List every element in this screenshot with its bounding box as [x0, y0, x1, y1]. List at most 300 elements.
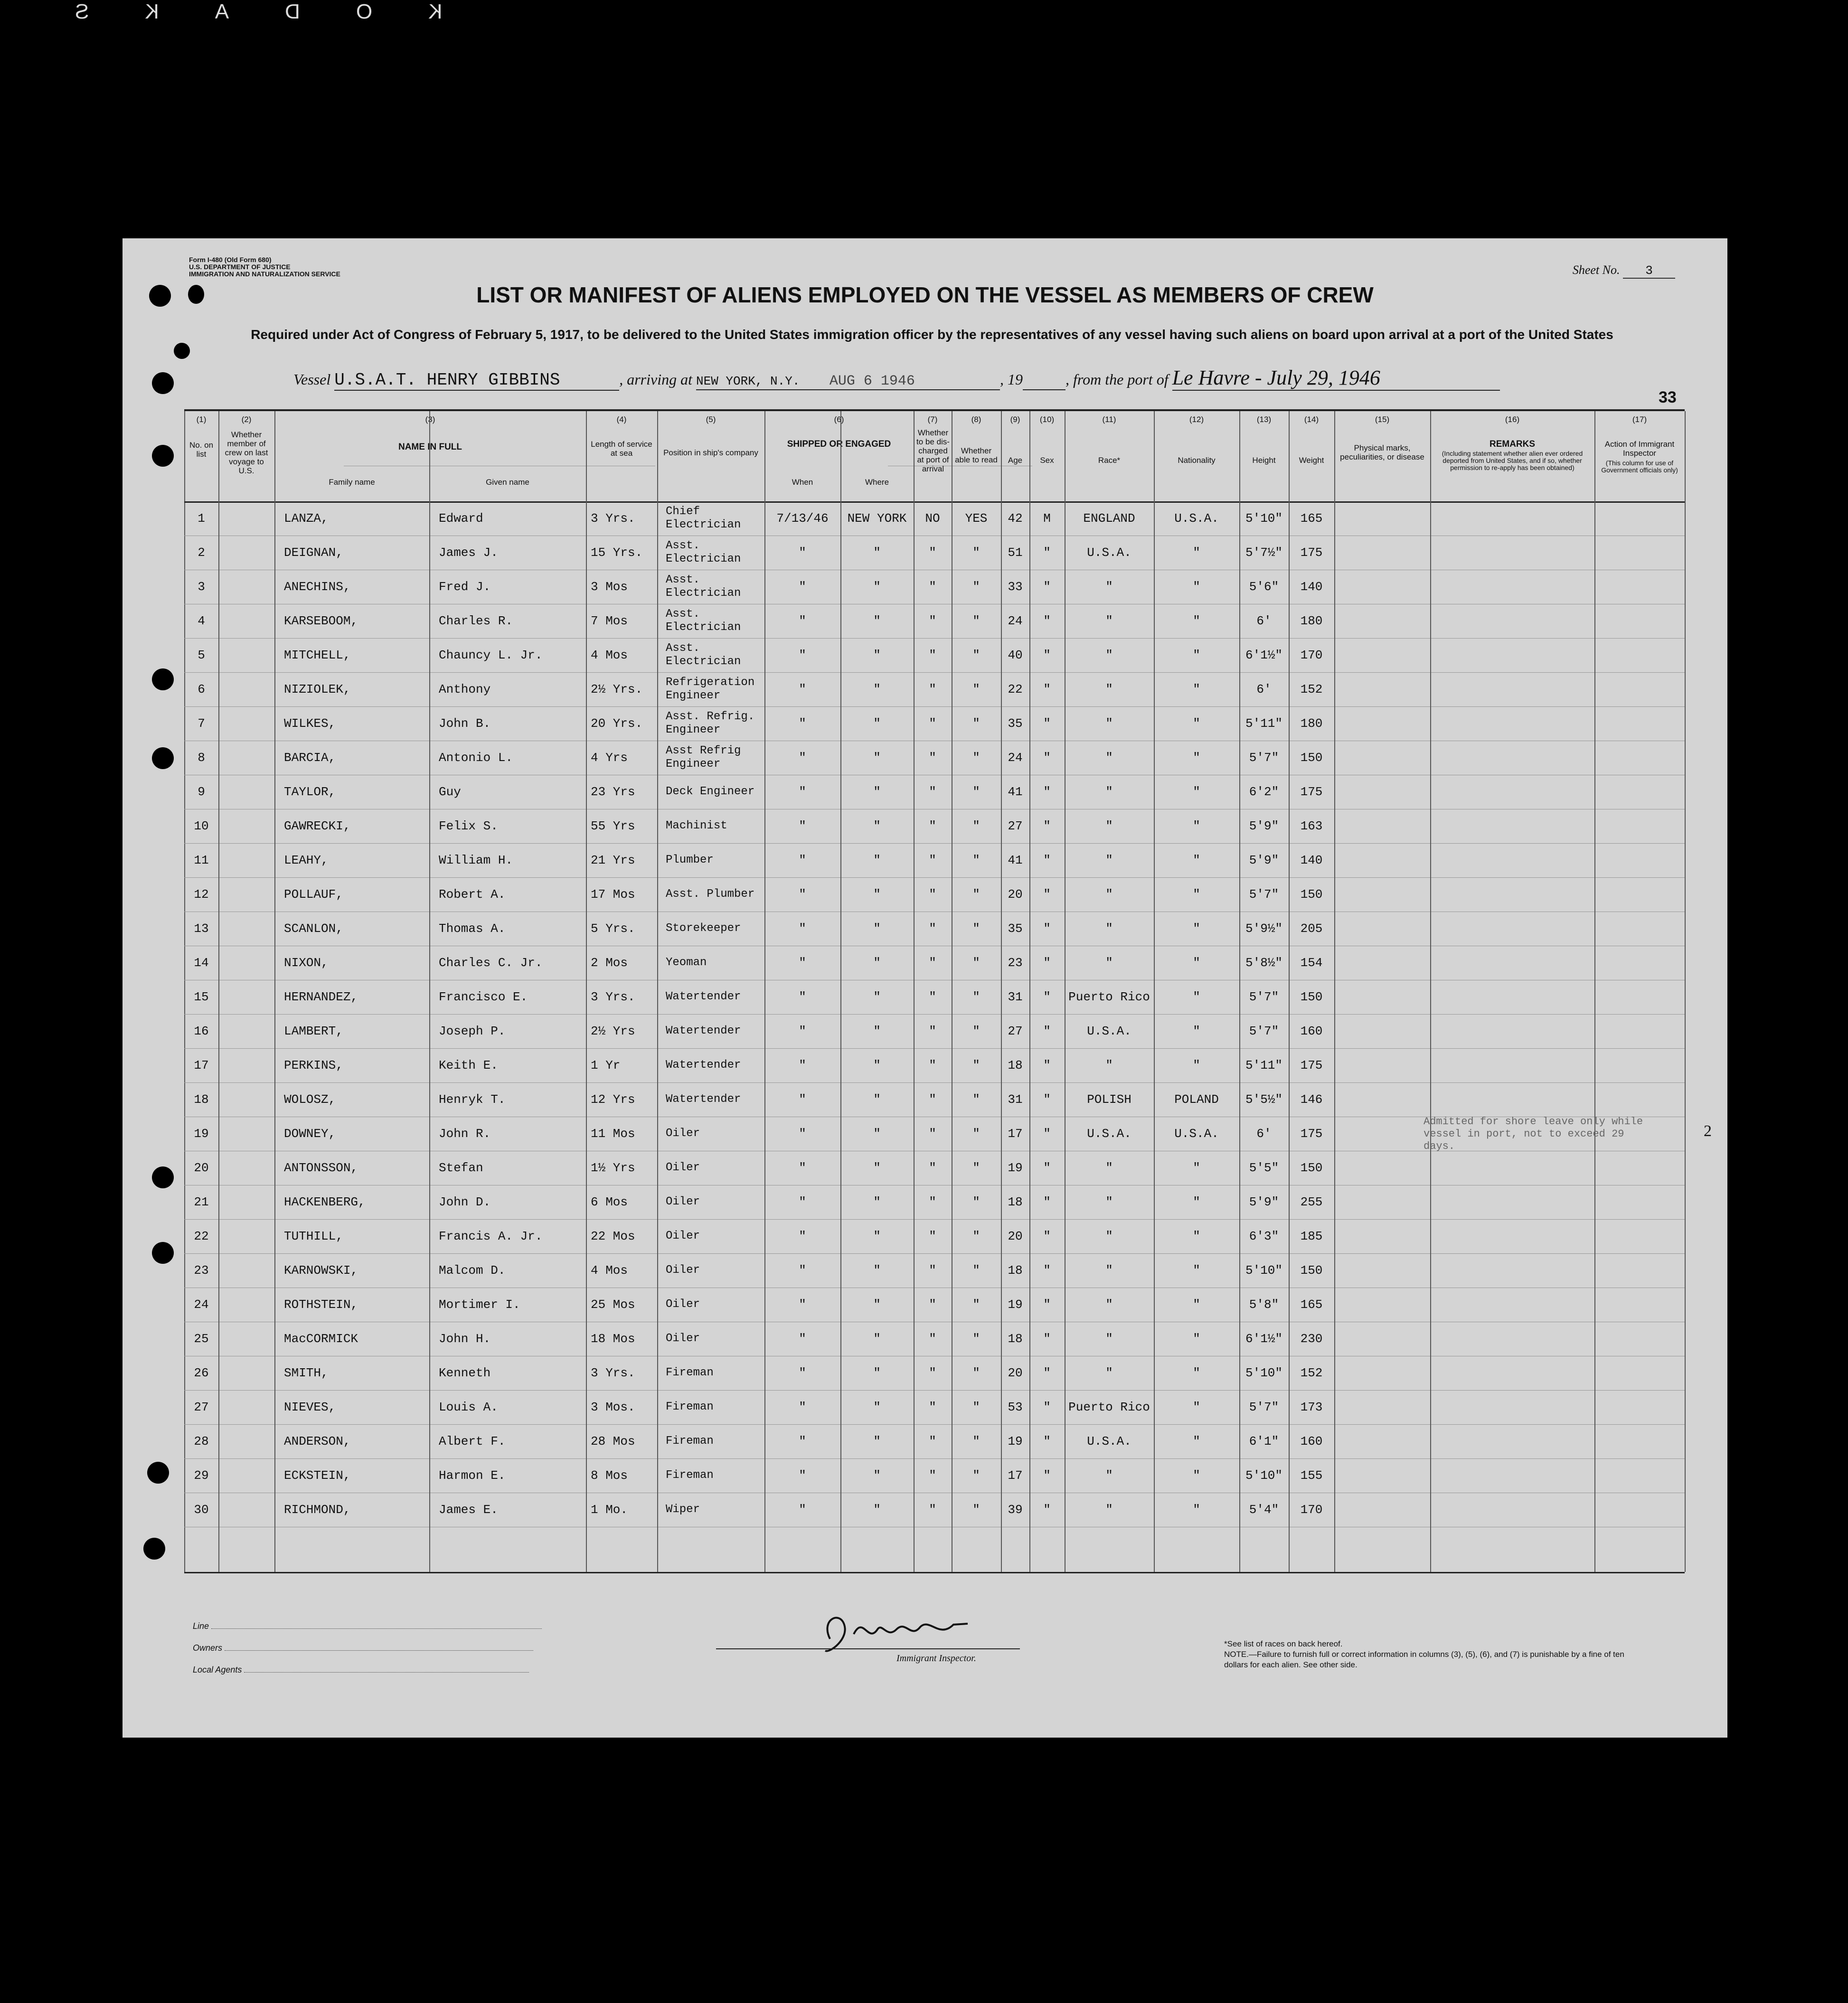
cell-no: 30 [194, 1503, 209, 1517]
cell-age: 19 [1008, 1298, 1023, 1312]
cell-height: 5'11" [1245, 1058, 1282, 1072]
col-discharged-header: Whether to be dis-charged at port of arrival [916, 428, 950, 473]
cell-height: 5'8½" [1245, 956, 1282, 970]
cell-disch: " [929, 751, 936, 765]
cell-nat: " [1193, 1024, 1200, 1038]
cell-height: 5'6" [1249, 580, 1279, 594]
cell-when: " [799, 1468, 806, 1483]
cell-position: Asst Refrig Engineer [666, 744, 741, 771]
cell-position: Watertender [666, 1059, 741, 1072]
cell-height: 5'8" [1249, 1298, 1279, 1312]
cell-race: ENGLAND [1083, 511, 1135, 526]
inspector-label: Immigrant Inspector. [896, 1653, 976, 1664]
cell-read: " [972, 1127, 980, 1141]
margin-mark: 2 [1704, 1122, 1712, 1140]
cell-age: 31 [1008, 1092, 1023, 1107]
cell-weight: 150 [1300, 1161, 1323, 1175]
col-remarks-subheader: (Including statement whether alien ever ordered deported from United States, and if so, whether permission to re-apply has been obtained) [1442, 450, 1583, 471]
column-divider [1154, 411, 1155, 1572]
cell-position: Oiler [666, 1298, 700, 1311]
cell-age: 27 [1008, 819, 1023, 833]
film-letter: A [159, 0, 229, 23]
cell-disch: " [929, 1161, 936, 1175]
cell-position: Watertender [666, 1025, 741, 1037]
cell-no: 4 [198, 614, 205, 628]
punch-hole [174, 343, 190, 359]
cell-weight: 180 [1300, 614, 1323, 628]
cell-disch: " [929, 648, 936, 662]
cell-read: " [972, 614, 980, 628]
cell-sex: " [1043, 1195, 1051, 1209]
cell-disch: " [929, 785, 936, 799]
cell-age: 24 [1008, 614, 1023, 628]
cell-no: 26 [194, 1366, 209, 1380]
cell-weight: 152 [1300, 1366, 1323, 1380]
cell-weight: 175 [1300, 545, 1323, 560]
col-num-5: (5) [706, 415, 716, 424]
cell-family: WILKES, [284, 716, 336, 731]
cell-position: Fireman [666, 1435, 714, 1448]
races-note: *See list of races on back hereof. [1224, 1639, 1343, 1648]
cell-no: 13 [194, 922, 209, 936]
table-row [184, 1322, 1685, 1356]
cell-disch: " [929, 1195, 936, 1209]
cell-height: 5'9½" [1245, 922, 1282, 936]
cell-service: 55 Yrs [591, 819, 635, 833]
film-edge-marking [19, 0, 442, 24]
cell-family: LANZA, [284, 511, 329, 526]
cell-nat: " [1193, 1503, 1200, 1517]
table-row [184, 741, 1685, 775]
column-divider [914, 411, 915, 1572]
cell-given: Mortimer I. [439, 1298, 520, 1312]
cell-family: NIEVES, [284, 1400, 336, 1414]
cell-no: 8 [198, 751, 205, 765]
film-letter: S [19, 0, 89, 23]
cell-family: NIXON, [284, 956, 329, 970]
cell-position: Fireman [666, 1366, 714, 1379]
cell-nat: " [1193, 751, 1200, 765]
cell-position: Oiler [666, 1127, 700, 1140]
cell-given: Thomas A. [439, 922, 506, 936]
cell-service: 15 Yrs. [591, 545, 643, 560]
table-row [184, 1424, 1685, 1458]
cell-where: " [873, 887, 881, 902]
cell-where: " [873, 580, 881, 594]
cell-sex: " [1043, 1058, 1051, 1072]
cell-family: SCANLON, [284, 922, 343, 936]
cell-race: U.S.A. [1087, 1434, 1131, 1448]
sheet-number [1573, 263, 1675, 279]
table-row [184, 706, 1685, 741]
cell-position: Machinist [666, 819, 727, 832]
cell-race: " [1105, 887, 1113, 902]
cell-read: " [972, 1298, 980, 1312]
cell-when: " [799, 1092, 806, 1107]
cell-age: 17 [1008, 1468, 1023, 1483]
cell-no: 20 [194, 1161, 209, 1175]
cell-age: 18 [1008, 1332, 1023, 1346]
cell-height: 5'5" [1249, 1161, 1279, 1175]
crew-table [184, 409, 1685, 1573]
cell-weight: 180 [1300, 716, 1323, 731]
sheet-label: Sheet No. [1572, 263, 1620, 277]
cell-where: " [873, 819, 881, 833]
col-shipped-header: SHIPPED OR ENGAGED [787, 439, 891, 449]
cell-weight: 160 [1300, 1434, 1323, 1448]
cell-read: " [972, 785, 980, 799]
line-label: Line [193, 1621, 209, 1631]
table-row [184, 1082, 1685, 1117]
cell-height: 5'10" [1245, 1366, 1282, 1380]
cell-when: " [799, 1503, 806, 1517]
cell-height: 5'7" [1249, 751, 1279, 765]
cell-sex: " [1043, 1229, 1051, 1243]
cell-disch: " [929, 1434, 936, 1448]
cell-age: 51 [1008, 545, 1023, 560]
cell-when: " [799, 922, 806, 936]
cell-nat: " [1193, 956, 1200, 970]
cell-disch: " [929, 716, 936, 731]
column-divider [657, 411, 658, 1572]
cell-disch: " [929, 1229, 936, 1243]
cell-family: KARSEBOOM, [284, 614, 358, 628]
vessel-line [293, 366, 1500, 391]
col-num-9: (9) [1010, 415, 1020, 424]
cell-service: 21 Yrs [591, 853, 635, 867]
cell-no: 3 [198, 580, 205, 594]
cell-weight: 150 [1300, 751, 1323, 765]
col-service-header: Length of service at sea [591, 440, 652, 458]
table-row [184, 672, 1685, 706]
cell-race: " [1105, 1229, 1113, 1243]
cell-weight: 150 [1300, 887, 1323, 902]
cell-age: 20 [1008, 1229, 1023, 1243]
cell-race: " [1105, 819, 1113, 833]
cell-weight: 165 [1300, 1298, 1323, 1312]
table-row [184, 1493, 1685, 1527]
cell-nat: " [1193, 785, 1200, 799]
cell-read: " [972, 682, 980, 696]
punch-hole [152, 445, 174, 467]
cell-age: 23 [1008, 956, 1023, 970]
cell-no: 6 [198, 682, 205, 696]
cell-read: " [972, 956, 980, 970]
cell-read: " [972, 545, 980, 560]
cell-nat: " [1193, 1263, 1200, 1278]
cell-sex: " [1043, 1366, 1051, 1380]
cell-family: KARNOWSKI, [284, 1263, 358, 1278]
cell-service: 20 Yrs. [591, 716, 643, 731]
signature-line [716, 1648, 1020, 1649]
cell-sex: " [1043, 1332, 1051, 1346]
cell-disch: " [929, 1366, 936, 1380]
col-where-header: Where [865, 478, 889, 487]
cell-family: LAMBERT, [284, 1024, 343, 1038]
cell-position: Oiler [666, 1161, 700, 1174]
cell-when: " [799, 990, 806, 1004]
table-row [184, 604, 1685, 638]
cell-height: 5'10" [1245, 511, 1282, 526]
cell-disch: " [929, 1092, 936, 1107]
col-action-header: Action of Immigrant Inspector [1604, 440, 1675, 458]
col-num-16: (16) [1505, 415, 1520, 424]
cell-disch: " [929, 853, 936, 867]
punch-hole [152, 668, 174, 690]
punch-hole [143, 1538, 165, 1560]
cell-weight: 140 [1300, 853, 1323, 867]
cell-sex: " [1043, 1434, 1051, 1448]
page-number: 33 [1659, 388, 1677, 406]
cell-sex: " [1043, 1400, 1051, 1414]
cell-nat: " [1193, 682, 1200, 696]
arrival-date-stamp: AUG 6 1946 [829, 373, 915, 389]
col-num-11: (11) [1102, 415, 1116, 424]
col-family-header: Family name [329, 478, 375, 487]
cell-sex: " [1043, 1468, 1051, 1483]
cell-nat: " [1193, 1195, 1200, 1209]
cell-where: " [873, 1161, 881, 1175]
punch-hole [152, 1166, 174, 1188]
cell-given: John R. [439, 1127, 491, 1141]
cell-height: 6'1" [1249, 1434, 1279, 1448]
cell-family: DEIGNAN, [284, 545, 343, 560]
cell-race: Puerto Rico [1068, 1400, 1150, 1414]
cell-height: 5'11" [1245, 716, 1282, 731]
table-row [184, 536, 1685, 570]
cell-given: Francisco E. [439, 990, 528, 1004]
table-row [184, 638, 1685, 672]
cell-where: " [873, 990, 881, 1004]
cell-no: 25 [194, 1332, 209, 1346]
col-num-10: (10) [1039, 415, 1055, 424]
cell-nat: " [1193, 1161, 1200, 1175]
cell-nat: " [1193, 1298, 1200, 1312]
col-when-header: When [792, 478, 813, 487]
cell-disch: " [929, 819, 936, 833]
cell-disch: " [929, 922, 936, 936]
col-num-14: (14) [1304, 415, 1319, 424]
col-num-2: (2) [241, 415, 252, 424]
cell-family: HERNANDEZ, [284, 990, 358, 1004]
cell-family: LEAHY, [284, 853, 329, 867]
cell-given: James J. [439, 545, 498, 560]
cell-nat: " [1193, 1058, 1200, 1072]
col-num-12: (12) [1189, 415, 1204, 424]
cell-no: 28 [194, 1434, 209, 1448]
col-nationality-header: Nationality [1178, 456, 1216, 465]
cell-given: Charles R. [439, 614, 513, 628]
cell-position: Refrigeration Engineer [666, 676, 755, 702]
cell-given: Albert F. [439, 1434, 506, 1448]
cell-disch: " [929, 580, 936, 594]
cell-service: 22 Mos [591, 1229, 635, 1243]
cell-height: 5'7" [1249, 1024, 1279, 1038]
cell-service: 3 Mos. [591, 1400, 635, 1414]
col-given-header: Given name [486, 478, 529, 487]
film-letter: O [300, 0, 373, 23]
cell-service: 4 Mos [591, 648, 628, 662]
col-num-8: (8) [971, 415, 981, 424]
department-name: U.S. DEPARTMENT OF JUSTICE [189, 263, 291, 271]
cell-height: 5'7" [1249, 887, 1279, 902]
cell-height: 6'2" [1249, 785, 1279, 799]
inspector-signature [811, 1606, 982, 1658]
column-divider [1001, 411, 1002, 1572]
col-weight-header: Weight [1299, 456, 1324, 465]
cell-position: Plumber [666, 854, 714, 866]
cell-read: " [972, 1195, 980, 1209]
cell-where: " [873, 1127, 881, 1141]
cell-weight: 160 [1300, 1024, 1323, 1038]
cell-family: GAWRECKI, [284, 819, 351, 833]
cell-nat: " [1193, 648, 1200, 662]
col-num-1: (1) [196, 415, 207, 424]
cell-no: 12 [194, 887, 209, 902]
cell-sex: " [1043, 751, 1051, 765]
cell-read: " [972, 1263, 980, 1278]
cell-race: POLISH [1087, 1092, 1131, 1107]
requirement-text: Required under Act of Congress of February 5, 1917, to be delivered to the United States immigration officer by the representatives of any vessel having such aliens on board upon arrival at a port of the United States [251, 327, 1613, 342]
cell-age: 42 [1008, 511, 1023, 526]
cell-age: 18 [1008, 1263, 1023, 1278]
cell-nat: POLAND [1174, 1092, 1219, 1107]
cell-position: Chief Electrician [666, 505, 741, 531]
cell-service: 11 Mos [591, 1127, 635, 1141]
local-agents-label: Local Agents [193, 1665, 242, 1674]
cell-family: WOLOSZ, [284, 1092, 336, 1107]
cell-where: " [873, 1229, 881, 1243]
col-num-3: (3) [425, 415, 435, 424]
cell-position: Yeoman [666, 956, 707, 969]
cell-weight: 175 [1300, 1127, 1323, 1141]
table-row [184, 1219, 1685, 1253]
cell-position: Deck Engineer [666, 785, 755, 798]
column-divider [218, 411, 219, 1572]
cell-when: " [799, 1298, 806, 1312]
cell-weight: 146 [1300, 1092, 1323, 1107]
cell-nat: " [1193, 580, 1200, 594]
cell-position: Watertender [666, 990, 741, 1003]
col-crew-header: Whether member of crew on last voyage to U.S. [225, 430, 268, 475]
cell-height: 5'10" [1245, 1468, 1282, 1483]
cell-where: " [873, 545, 881, 560]
cell-given: John H. [439, 1332, 491, 1346]
cell-service: 2 Mos [591, 956, 628, 970]
cell-service: 18 Mos [591, 1332, 635, 1346]
cell-read: " [972, 1332, 980, 1346]
cell-weight: 165 [1300, 511, 1323, 526]
cell-sex: " [1043, 990, 1051, 1004]
table-row [184, 980, 1685, 1014]
cell-disch: " [929, 887, 936, 902]
cell-position: Oiler [666, 1332, 700, 1345]
cell-read: " [972, 648, 980, 662]
cell-given: Guy [439, 785, 461, 799]
cell-no: 1 [198, 511, 205, 526]
cell-sex: " [1043, 956, 1051, 970]
cell-given: Felix S. [439, 819, 498, 833]
column-divider [1334, 411, 1335, 1572]
footer-notes [1224, 1639, 1642, 1670]
cell-service: 1½ Yrs [591, 1161, 635, 1175]
cell-no: 23 [194, 1263, 209, 1278]
year-label: , 19 [999, 371, 1023, 388]
column-divider [764, 411, 765, 1572]
cell-height: 5'5½" [1245, 1092, 1282, 1107]
table-row [184, 1014, 1685, 1048]
cell-sex: " [1043, 853, 1051, 867]
cell-given: John B. [439, 716, 491, 731]
cell-disch: " [929, 1332, 936, 1346]
cell-where: " [873, 1263, 881, 1278]
cell-height: 6'1½" [1245, 648, 1282, 662]
cell-read: " [972, 1058, 980, 1072]
cell-race: " [1105, 785, 1113, 799]
cell-where: " [873, 682, 881, 696]
cell-race: U.S.A. [1087, 1127, 1131, 1141]
film-letter: D [229, 0, 300, 23]
cell-race: " [1105, 1503, 1113, 1517]
cell-read: " [972, 1468, 980, 1483]
cell-age: 19 [1008, 1434, 1023, 1448]
col-race-header: Race* [1098, 456, 1121, 465]
col-action-subheader: (This column for use of Government officials only) [1601, 459, 1678, 474]
cell-disch: " [929, 1263, 936, 1278]
cell-no: 7 [198, 716, 205, 731]
cell-weight: 150 [1300, 1263, 1323, 1278]
cell-where: " [873, 1092, 881, 1107]
cell-race: " [1105, 1468, 1113, 1483]
owners-label: Owners [193, 1643, 223, 1653]
cell-read: " [972, 1161, 980, 1175]
table-row [184, 843, 1685, 877]
cell-position: Oiler [666, 1230, 700, 1242]
row-18-remark: Admitted for shore leave only while vessel in port, not to exceed 29 days. [1424, 1116, 1643, 1152]
arriving-label: , arriving at [619, 371, 692, 388]
cell-read: " [972, 1434, 980, 1448]
col-num-4: (4) [616, 415, 627, 424]
cell-age: 40 [1008, 648, 1023, 662]
cell-service: 1 Yr [591, 1058, 621, 1072]
cell-age: 19 [1008, 1161, 1023, 1175]
cell-given: Antonio L. [439, 751, 513, 765]
cell-family: RICHMOND, [284, 1503, 351, 1517]
cell-nat: " [1193, 1229, 1200, 1243]
col-read-header: Whether able to read [955, 446, 998, 464]
cell-no: 24 [194, 1298, 209, 1312]
cell-family: ECKSTEIN, [284, 1468, 351, 1483]
cell-given: Louis A. [439, 1400, 498, 1414]
cell-weight: 154 [1300, 956, 1323, 970]
cell-given: Kenneth [439, 1366, 491, 1380]
departure-port: Le Havre - July 29, 1946 [1172, 366, 1500, 391]
cell-family: MacCORMICK [284, 1332, 358, 1346]
col-num-6: (6) [834, 415, 844, 424]
col-position-header: Position in ship's company [663, 448, 758, 457]
cell-no: 29 [194, 1468, 209, 1483]
cell-service: 8 Mos [591, 1468, 628, 1483]
cell-when: " [799, 1195, 806, 1209]
table-row [184, 1390, 1685, 1424]
cell-race: " [1105, 648, 1113, 662]
cell-when: " [799, 716, 806, 731]
cell-sex: " [1043, 922, 1051, 936]
cell-service: 23 Yrs [591, 785, 635, 799]
cell-disch: " [929, 1400, 936, 1414]
cell-race: " [1105, 1298, 1113, 1312]
cell-sex: " [1043, 716, 1051, 731]
